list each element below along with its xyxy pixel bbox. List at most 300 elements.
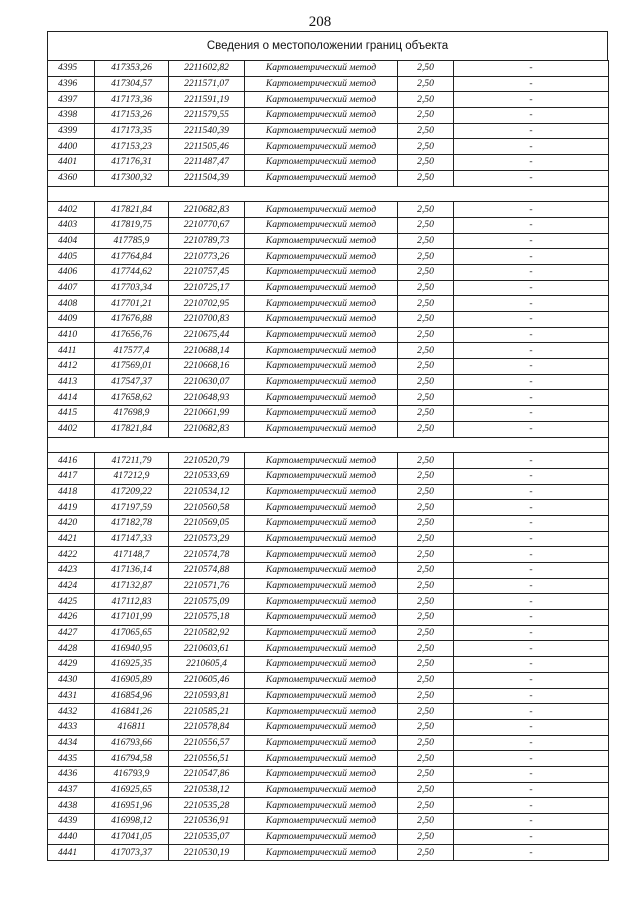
point-number-cell: 4436	[48, 766, 95, 782]
point-number-cell: 4430	[48, 672, 95, 688]
accuracy-cell: 2,50	[398, 814, 454, 830]
point-number-cell: 4441	[48, 845, 95, 861]
y-coordinate-cell: 2210574,78	[169, 547, 245, 563]
y-coordinate-cell: 2210573,29	[169, 531, 245, 547]
point-number-cell: 4421	[48, 531, 95, 547]
y-coordinate-cell: 2210520,79	[169, 453, 245, 469]
accuracy-cell: 2,50	[398, 625, 454, 641]
description-cell: -	[454, 296, 609, 312]
x-coordinate-cell: 417819,75	[95, 217, 169, 233]
method-cell: Картометрический метод	[245, 657, 398, 673]
accuracy-cell: 2,50	[398, 782, 454, 798]
accuracy-cell: 2,50	[398, 829, 454, 845]
accuracy-cell: 2,50	[398, 688, 454, 704]
accuracy-cell: 2,50	[398, 845, 454, 861]
table-row	[48, 515, 609, 531]
method-cell: Картометрический метод	[245, 155, 398, 171]
method-cell: Картометрический метод	[245, 233, 398, 249]
y-coordinate-cell: 2210682,83	[169, 421, 245, 437]
description-cell: -	[454, 798, 609, 814]
point-number-cell: 4427	[48, 625, 95, 641]
accuracy-cell: 2,50	[398, 139, 454, 155]
accuracy-cell: 2,50	[398, 531, 454, 547]
method-cell: Картометрический метод	[245, 563, 398, 579]
table-row	[48, 704, 609, 720]
x-coordinate-cell: 417132,87	[95, 578, 169, 594]
table-row	[48, 610, 609, 626]
description-cell: -	[454, 766, 609, 782]
y-coordinate-cell: 2211505,46	[169, 139, 245, 155]
accuracy-cell: 2,50	[398, 296, 454, 312]
method-cell: Картометрический метод	[245, 374, 398, 390]
table-row	[48, 468, 609, 484]
table-row	[48, 233, 609, 249]
y-coordinate-cell: 2210530,19	[169, 845, 245, 861]
method-cell: Картометрический метод	[245, 202, 398, 218]
method-cell: Картометрический метод	[245, 751, 398, 767]
accuracy-cell: 2,50	[398, 421, 454, 437]
table-row	[48, 359, 609, 375]
point-number-cell: 4403	[48, 217, 95, 233]
table-row	[48, 735, 609, 751]
x-coordinate-cell: 416841,26	[95, 704, 169, 720]
point-number-cell: 4420	[48, 515, 95, 531]
description-cell: -	[454, 672, 609, 688]
method-cell: Картометрический метод	[245, 578, 398, 594]
method-cell: Картометрический метод	[245, 390, 398, 406]
y-coordinate-cell: 2210585,21	[169, 704, 245, 720]
method-cell: Картометрический метод	[245, 92, 398, 108]
table-row	[48, 170, 609, 186]
method-cell: Картометрический метод	[245, 453, 398, 469]
table-row	[48, 766, 609, 782]
description-cell: -	[454, 531, 609, 547]
table-row	[48, 343, 609, 359]
x-coordinate-cell: 416925,35	[95, 657, 169, 673]
point-number-cell: 4435	[48, 751, 95, 767]
table-row	[48, 500, 609, 516]
y-coordinate-cell: 2210578,84	[169, 719, 245, 735]
x-coordinate-cell: 417153,26	[95, 108, 169, 124]
method-cell: Картометрический метод	[245, 814, 398, 830]
accuracy-cell: 2,50	[398, 374, 454, 390]
table-row	[48, 249, 609, 265]
y-coordinate-cell: 2210593,81	[169, 688, 245, 704]
accuracy-cell: 2,50	[398, 563, 454, 579]
table-row	[48, 296, 609, 312]
description-cell: -	[454, 751, 609, 767]
x-coordinate-cell: 417656,76	[95, 327, 169, 343]
description-cell: -	[454, 500, 609, 516]
method-cell: Картометрический метод	[245, 406, 398, 422]
accuracy-cell: 2,50	[398, 547, 454, 563]
x-coordinate-cell: 417353,26	[95, 61, 169, 77]
x-coordinate-cell: 417153,23	[95, 139, 169, 155]
x-coordinate-cell: 417173,35	[95, 123, 169, 139]
y-coordinate-cell: 2210535,07	[169, 829, 245, 845]
point-number-cell: 4411	[48, 343, 95, 359]
x-coordinate-cell: 417764,84	[95, 249, 169, 265]
method-cell: Картометрический метод	[245, 625, 398, 641]
table-row	[48, 657, 609, 673]
point-number-cell: 4438	[48, 798, 95, 814]
description-cell: -	[454, 735, 609, 751]
point-number-cell: 4410	[48, 327, 95, 343]
method-cell: Картометрический метод	[245, 515, 398, 531]
description-cell: -	[454, 829, 609, 845]
description-cell: -	[454, 688, 609, 704]
description-cell: -	[454, 406, 609, 422]
y-coordinate-cell: 2210534,12	[169, 484, 245, 500]
x-coordinate-cell: 417197,59	[95, 500, 169, 516]
point-number-cell: 4431	[48, 688, 95, 704]
description-cell: -	[454, 155, 609, 171]
table-row	[48, 782, 609, 798]
accuracy-cell: 2,50	[398, 359, 454, 375]
table-row	[48, 92, 609, 108]
page-number: 208	[308, 14, 332, 30]
point-number-cell: 4406	[48, 264, 95, 280]
accuracy-cell: 2,50	[398, 343, 454, 359]
x-coordinate-cell: 416811	[95, 719, 169, 735]
table-row	[48, 108, 609, 124]
x-coordinate-cell: 417176,31	[95, 155, 169, 171]
accuracy-cell: 2,50	[398, 202, 454, 218]
accuracy-cell: 2,50	[398, 249, 454, 265]
y-coordinate-cell: 2210571,76	[169, 578, 245, 594]
x-coordinate-cell: 417569,01	[95, 359, 169, 375]
table-row	[48, 421, 609, 437]
x-coordinate-cell: 417676,88	[95, 312, 169, 328]
point-number-cell: 4399	[48, 123, 95, 139]
table-row	[48, 531, 609, 547]
y-coordinate-cell: 2210547,86	[169, 766, 245, 782]
table-separator-row	[48, 186, 609, 202]
point-number-cell: 4440	[48, 829, 95, 845]
method-cell: Картометрический метод	[245, 719, 398, 735]
method-cell: Картометрический метод	[245, 641, 398, 657]
method-cell: Картометрический метод	[245, 845, 398, 861]
separator-cell	[48, 186, 609, 202]
x-coordinate-cell: 417698,9	[95, 406, 169, 422]
table-row	[48, 406, 609, 422]
y-coordinate-cell: 2210702,95	[169, 296, 245, 312]
x-coordinate-cell: 417577,4	[95, 343, 169, 359]
accuracy-cell: 2,50	[398, 61, 454, 77]
y-coordinate-cell: 2210773,26	[169, 249, 245, 265]
table-row	[48, 688, 609, 704]
method-cell: Картометрический метод	[245, 531, 398, 547]
y-coordinate-cell: 2210630,07	[169, 374, 245, 390]
y-coordinate-cell: 2210575,09	[169, 594, 245, 610]
method-cell: Картометрический метод	[245, 123, 398, 139]
point-number-cell: 4402	[48, 421, 95, 437]
x-coordinate-cell: 417041,05	[95, 829, 169, 845]
table-row	[48, 202, 609, 218]
point-number-cell: 4409	[48, 312, 95, 328]
point-number-cell: 4395	[48, 61, 95, 77]
y-coordinate-cell: 2211504,39	[169, 170, 245, 186]
boundary-table-frame	[47, 31, 608, 861]
method-cell: Картометрический метод	[245, 782, 398, 798]
x-coordinate-cell: 417209,22	[95, 484, 169, 500]
accuracy-cell: 2,50	[398, 406, 454, 422]
description-cell: -	[454, 484, 609, 500]
accuracy-cell: 2,50	[398, 578, 454, 594]
y-coordinate-cell: 2210605,46	[169, 672, 245, 688]
y-coordinate-cell: 2210538,12	[169, 782, 245, 798]
point-number-cell: 4397	[48, 92, 95, 108]
y-coordinate-cell: 2211487,47	[169, 155, 245, 171]
description-cell: -	[454, 814, 609, 830]
method-cell: Картометрический метод	[245, 704, 398, 720]
description-cell: -	[454, 312, 609, 328]
method-cell: Картометрический метод	[245, 829, 398, 845]
table-row	[48, 751, 609, 767]
accuracy-cell: 2,50	[398, 217, 454, 233]
y-coordinate-cell: 2210560,58	[169, 500, 245, 516]
point-number-cell: 4429	[48, 657, 95, 673]
accuracy-cell: 2,50	[398, 735, 454, 751]
point-number-cell: 4434	[48, 735, 95, 751]
method-cell: Картометрический метод	[245, 61, 398, 77]
accuracy-cell: 2,50	[398, 92, 454, 108]
point-number-cell: 4401	[48, 155, 95, 171]
y-coordinate-cell: 2211591,19	[169, 92, 245, 108]
description-cell: -	[454, 421, 609, 437]
y-coordinate-cell: 2210688,14	[169, 343, 245, 359]
accuracy-cell: 2,50	[398, 264, 454, 280]
accuracy-cell: 2,50	[398, 751, 454, 767]
method-cell: Картометрический метод	[245, 296, 398, 312]
method-cell: Картометрический метод	[245, 139, 398, 155]
x-coordinate-cell: 417073,37	[95, 845, 169, 861]
description-cell: -	[454, 61, 609, 77]
accuracy-cell: 2,50	[398, 155, 454, 171]
method-cell: Картометрический метод	[245, 280, 398, 296]
y-coordinate-cell: 2211579,55	[169, 108, 245, 124]
point-number-cell: 4425	[48, 594, 95, 610]
point-number-cell: 4437	[48, 782, 95, 798]
accuracy-cell: 2,50	[398, 390, 454, 406]
method-cell: Картометрический метод	[245, 547, 398, 563]
description-cell: -	[454, 610, 609, 626]
description-cell: -	[454, 170, 609, 186]
method-cell: Картометрический метод	[245, 500, 398, 516]
point-number-cell: 4424	[48, 578, 95, 594]
table-separator-row	[48, 437, 609, 453]
y-coordinate-cell: 2210648,93	[169, 390, 245, 406]
table-row	[48, 61, 609, 77]
method-cell: Картометрический метод	[245, 468, 398, 484]
x-coordinate-cell: 417547,37	[95, 374, 169, 390]
description-cell: -	[454, 547, 609, 563]
point-number-cell: 4415	[48, 406, 95, 422]
x-coordinate-cell: 417821,84	[95, 202, 169, 218]
table-row	[48, 845, 609, 861]
method-cell: Картометрический метод	[245, 312, 398, 328]
description-cell: -	[454, 202, 609, 218]
table-row	[48, 312, 609, 328]
x-coordinate-cell: 417136,14	[95, 563, 169, 579]
accuracy-cell: 2,50	[398, 453, 454, 469]
x-coordinate-cell: 416794,58	[95, 751, 169, 767]
point-number-cell: 4433	[48, 719, 95, 735]
accuracy-cell: 2,50	[398, 484, 454, 500]
method-cell: Картометрический метод	[245, 170, 398, 186]
y-coordinate-cell: 2210582,92	[169, 625, 245, 641]
description-cell: -	[454, 359, 609, 375]
x-coordinate-cell: 417821,84	[95, 421, 169, 437]
table-row	[48, 829, 609, 845]
accuracy-cell: 2,50	[398, 76, 454, 92]
description-cell: -	[454, 468, 609, 484]
method-cell: Картометрический метод	[245, 766, 398, 782]
table-row	[48, 390, 609, 406]
method-cell: Картометрический метод	[245, 217, 398, 233]
method-cell: Картометрический метод	[245, 421, 398, 437]
x-coordinate-cell: 416854,96	[95, 688, 169, 704]
point-number-cell: 4408	[48, 296, 95, 312]
y-coordinate-cell: 2210682,83	[169, 202, 245, 218]
description-cell: -	[454, 641, 609, 657]
point-number-cell: 4419	[48, 500, 95, 516]
table-row	[48, 374, 609, 390]
method-cell: Картометрический метод	[245, 798, 398, 814]
y-coordinate-cell: 2210536,91	[169, 814, 245, 830]
table-row	[48, 625, 609, 641]
accuracy-cell: 2,50	[398, 657, 454, 673]
description-cell: -	[454, 515, 609, 531]
description-cell: -	[454, 390, 609, 406]
y-coordinate-cell: 2210770,67	[169, 217, 245, 233]
description-cell: -	[454, 625, 609, 641]
x-coordinate-cell: 417211,79	[95, 453, 169, 469]
description-cell: -	[454, 578, 609, 594]
table-row	[48, 453, 609, 469]
separator-cell	[48, 437, 609, 453]
table-title: Сведения о местоположении границ объекта	[47, 31, 608, 60]
accuracy-cell: 2,50	[398, 500, 454, 516]
point-number-cell: 4360	[48, 170, 95, 186]
description-cell: -	[454, 249, 609, 265]
method-cell: Картометрический метод	[245, 108, 398, 124]
y-coordinate-cell: 2210675,44	[169, 327, 245, 343]
method-cell: Картометрический метод	[245, 688, 398, 704]
point-number-cell: 4398	[48, 108, 95, 124]
point-number-cell: 4405	[48, 249, 95, 265]
point-number-cell: 4400	[48, 139, 95, 155]
description-cell: -	[454, 217, 609, 233]
y-coordinate-cell: 2210533,69	[169, 468, 245, 484]
x-coordinate-cell: 417147,33	[95, 531, 169, 547]
y-coordinate-cell: 2211540,39	[169, 123, 245, 139]
accuracy-cell: 2,50	[398, 108, 454, 124]
accuracy-cell: 2,50	[398, 280, 454, 296]
table-row	[48, 798, 609, 814]
y-coordinate-cell: 2211571,07	[169, 76, 245, 92]
description-cell: -	[454, 657, 609, 673]
point-number-cell: 4413	[48, 374, 95, 390]
point-number-cell: 4396	[48, 76, 95, 92]
y-coordinate-cell: 2211602,82	[169, 61, 245, 77]
accuracy-cell: 2,50	[398, 123, 454, 139]
x-coordinate-cell: 417658,62	[95, 390, 169, 406]
table-row	[48, 76, 609, 92]
x-coordinate-cell: 416940,95	[95, 641, 169, 657]
table-row	[48, 594, 609, 610]
method-cell: Картометрический метод	[245, 610, 398, 626]
y-coordinate-cell: 2210668,16	[169, 359, 245, 375]
y-coordinate-cell: 2210556,57	[169, 735, 245, 751]
point-number-cell: 4432	[48, 704, 95, 720]
table-row	[48, 484, 609, 500]
y-coordinate-cell: 2210605,4	[169, 657, 245, 673]
description-cell: -	[454, 453, 609, 469]
table-row	[48, 641, 609, 657]
x-coordinate-cell: 417304,57	[95, 76, 169, 92]
accuracy-cell: 2,50	[398, 672, 454, 688]
description-cell: -	[454, 594, 609, 610]
method-cell: Картометрический метод	[245, 672, 398, 688]
description-cell: -	[454, 845, 609, 861]
table-row	[48, 327, 609, 343]
accuracy-cell: 2,50	[398, 312, 454, 328]
method-cell: Картометрический метод	[245, 343, 398, 359]
point-number-cell: 4423	[48, 563, 95, 579]
table-row	[48, 123, 609, 139]
method-cell: Картометрический метод	[245, 484, 398, 500]
table-row	[48, 547, 609, 563]
point-number-cell: 4407	[48, 280, 95, 296]
x-coordinate-cell: 416998,12	[95, 814, 169, 830]
point-number-cell: 4404	[48, 233, 95, 249]
y-coordinate-cell: 2210535,28	[169, 798, 245, 814]
description-cell: -	[454, 280, 609, 296]
description-cell: -	[454, 92, 609, 108]
point-number-cell: 4422	[48, 547, 95, 563]
table-row	[48, 264, 609, 280]
table-body	[48, 61, 609, 861]
accuracy-cell: 2,50	[398, 468, 454, 484]
point-number-cell: 4418	[48, 484, 95, 500]
y-coordinate-cell: 2210556,51	[169, 751, 245, 767]
x-coordinate-cell: 417785,9	[95, 233, 169, 249]
method-cell: Картометрический метод	[245, 327, 398, 343]
accuracy-cell: 2,50	[398, 594, 454, 610]
description-cell: -	[454, 327, 609, 343]
accuracy-cell: 2,50	[398, 327, 454, 343]
table-row	[48, 719, 609, 735]
accuracy-cell: 2,50	[398, 515, 454, 531]
x-coordinate-cell: 417300,32	[95, 170, 169, 186]
method-cell: Картометрический метод	[245, 735, 398, 751]
y-coordinate-cell: 2210725,17	[169, 280, 245, 296]
x-coordinate-cell: 416951,96	[95, 798, 169, 814]
point-number-cell: 4426	[48, 610, 95, 626]
description-cell: -	[454, 233, 609, 249]
point-number-cell: 4417	[48, 468, 95, 484]
x-coordinate-cell: 417703,34	[95, 280, 169, 296]
x-coordinate-cell: 417112,83	[95, 594, 169, 610]
method-cell: Картометрический метод	[245, 264, 398, 280]
point-number-cell: 4414	[48, 390, 95, 406]
y-coordinate-cell: 2210603,61	[169, 641, 245, 657]
x-coordinate-cell: 417744,62	[95, 264, 169, 280]
table-row	[48, 280, 609, 296]
x-coordinate-cell: 417182,78	[95, 515, 169, 531]
description-cell: -	[454, 139, 609, 155]
